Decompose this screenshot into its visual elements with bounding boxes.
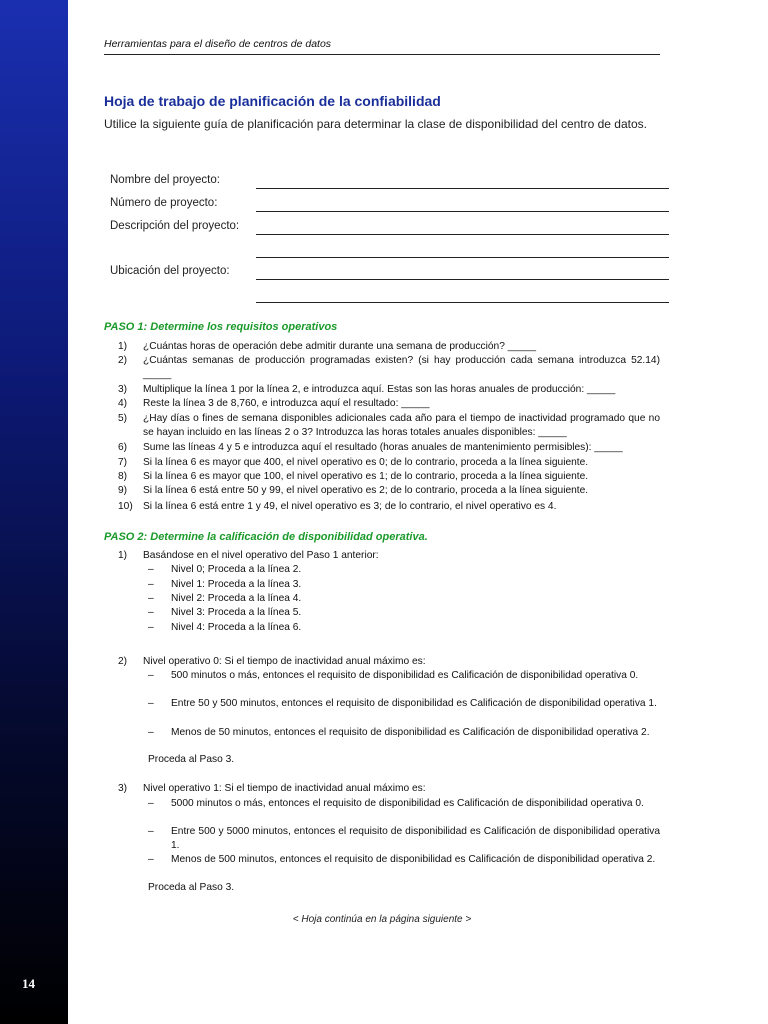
step-1-title: PASO 1: Determine los requisitos operativos [104,321,338,333]
project-number-line[interactable] [256,211,669,212]
field-label-project-description: Descripción del proyecto: [110,220,240,232]
proceed-note: Proceda al Paso 3. [148,882,235,893]
project-description-line-2[interactable] [256,257,669,258]
continuation-note: < Hoja continúa en la página siguiente > [292,914,472,925]
sidebar-band [0,0,68,1024]
project-name-line[interactable] [256,188,669,189]
page-number: 14 [22,976,35,991]
field-label-project-name: Nombre del proyecto: [110,174,220,186]
project-location-line-2[interactable] [256,302,669,303]
page-title: Hoja de trabajo de planificación de la confiabilidad [104,93,441,109]
intro-paragraph: Utilice la siguiente guía de planificación para determinar la clase de disponibilidad del centro de datos. [104,117,647,131]
project-location-line[interactable] [256,279,669,280]
step-2-title: PASO 2: Determine la calificación de disponibilidad operativa. [104,531,428,543]
field-label-project-location: Ubicación del proyecto: [110,265,230,277]
project-description-line[interactable] [256,234,669,235]
running-header: Herramientas para el diseño de centros de datos [104,38,660,55]
field-label-project-number: Número de proyecto: [110,197,218,209]
proceed-note: Proceda al Paso 3. [148,754,235,765]
